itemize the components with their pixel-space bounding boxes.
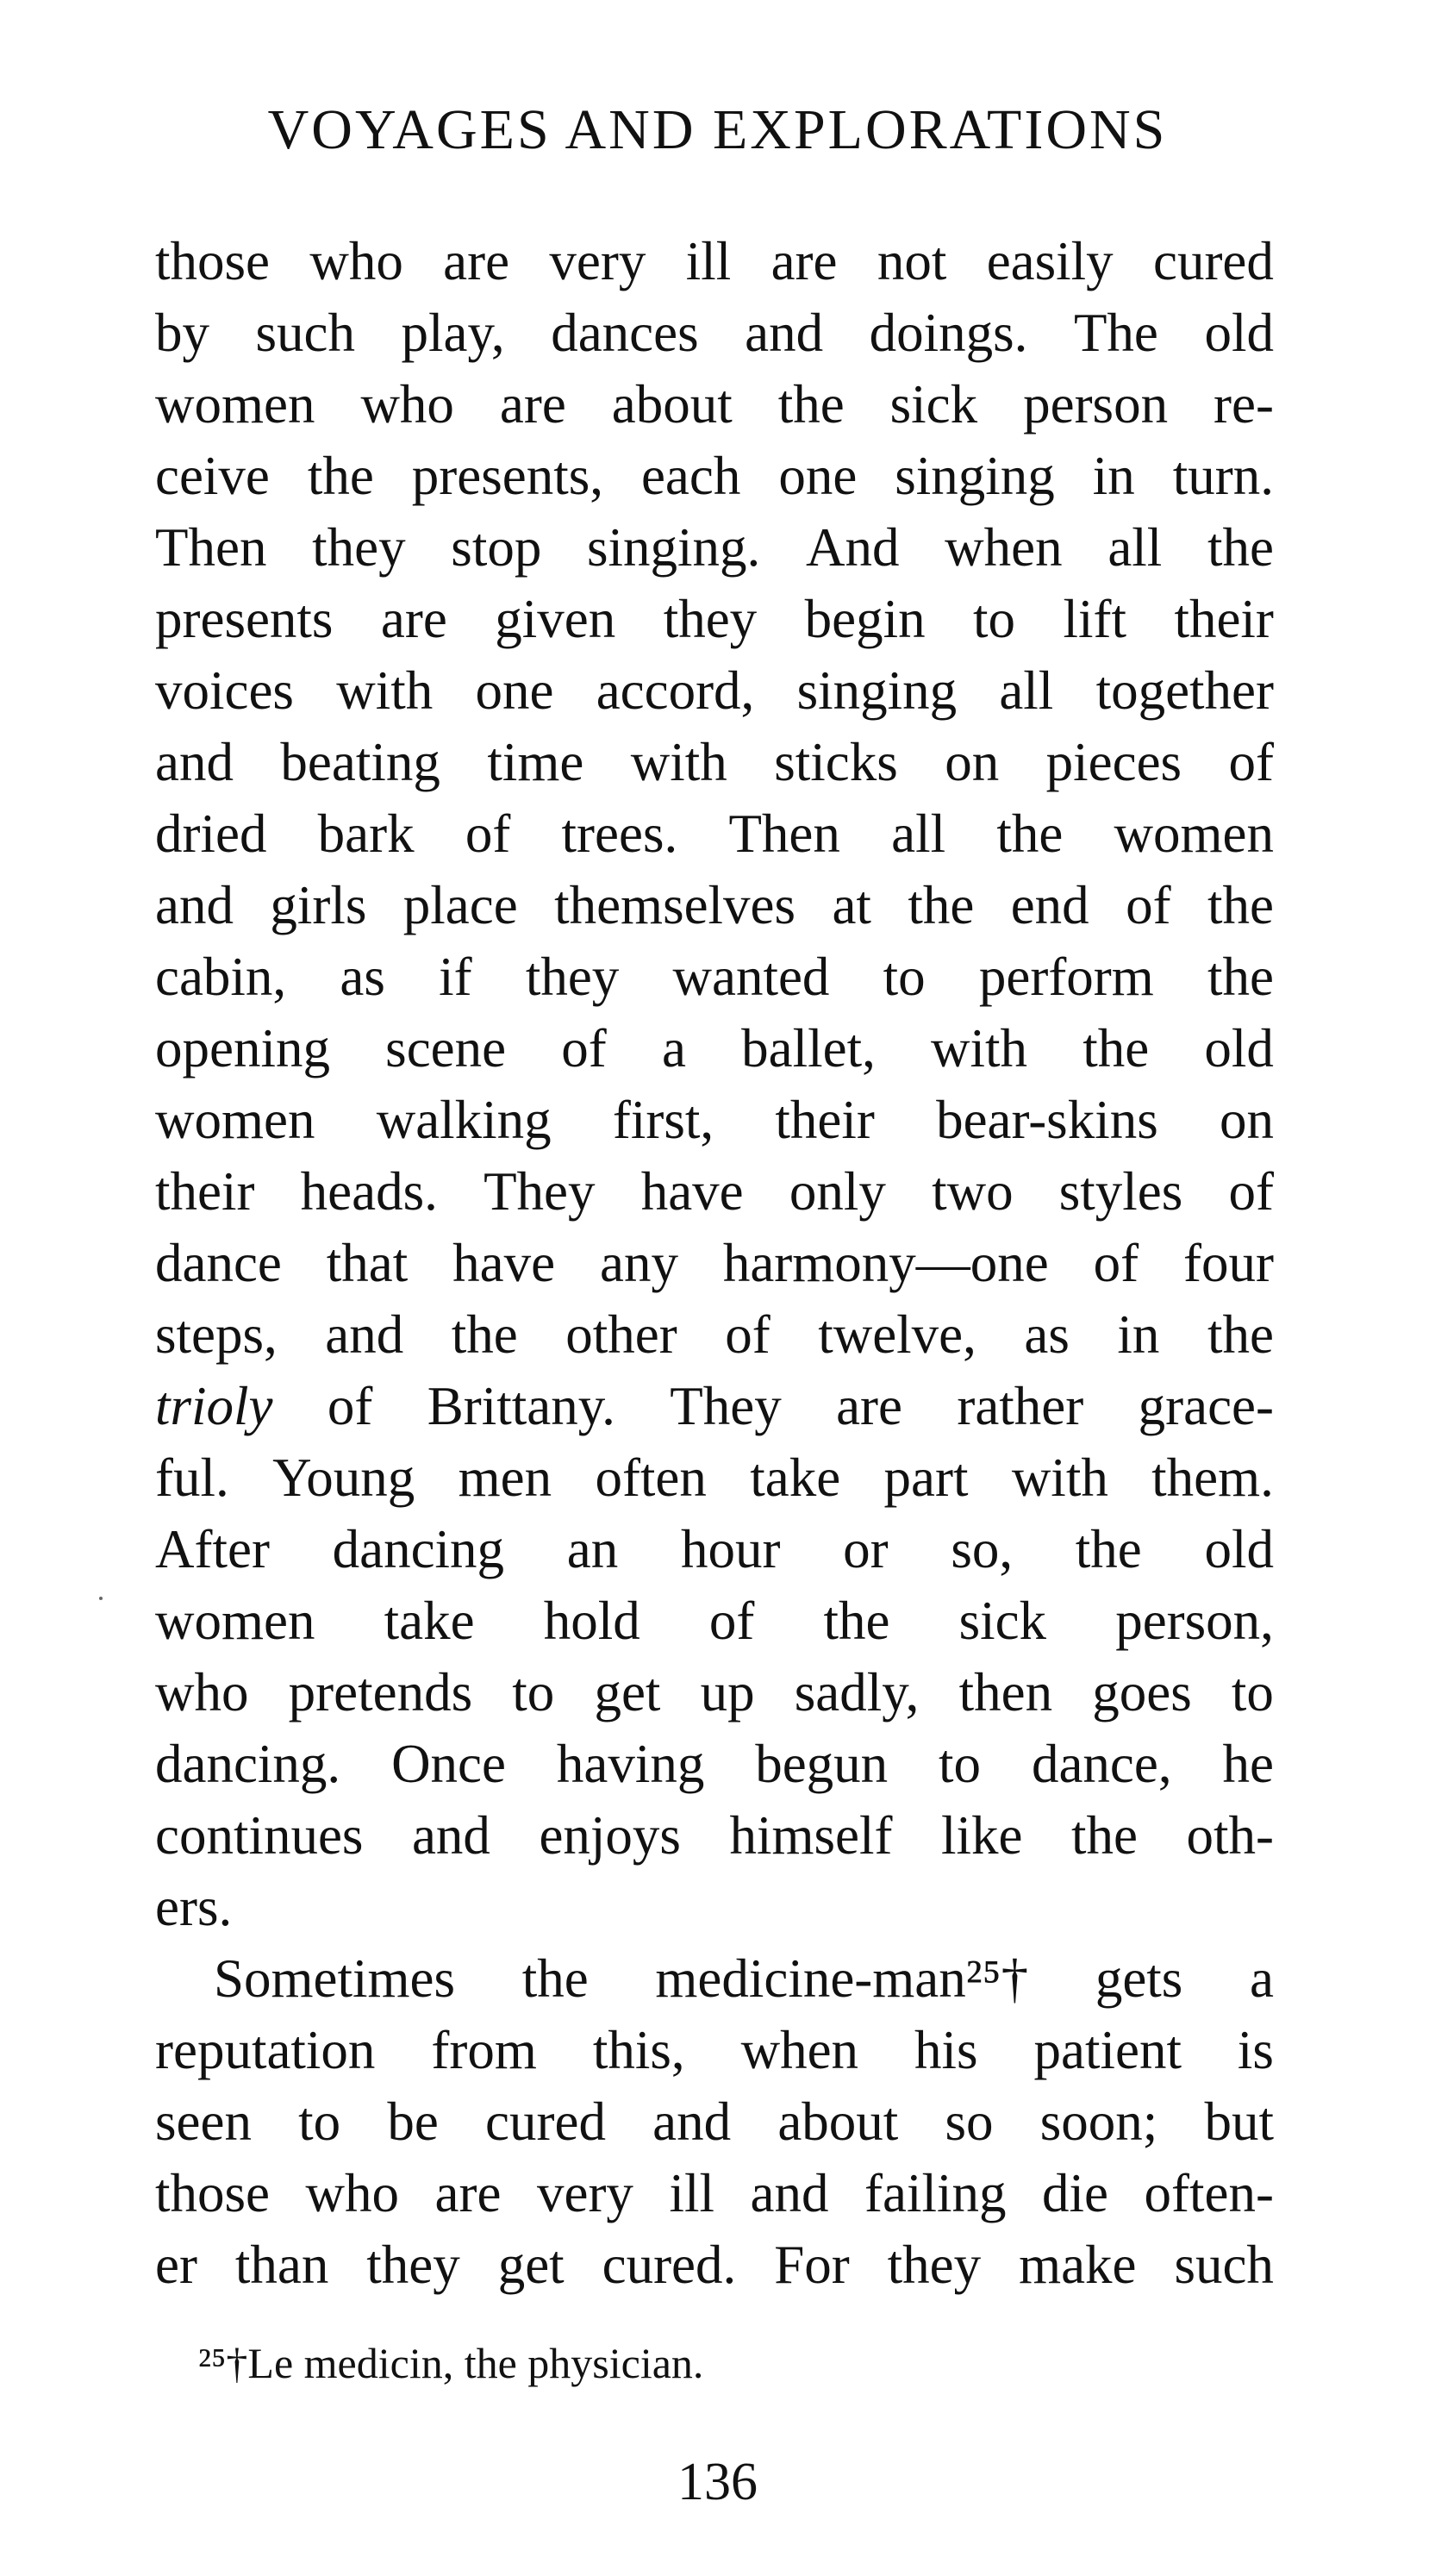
word: a (661, 1018, 686, 1079)
word: make (1019, 2235, 1137, 2295)
word: all (891, 803, 946, 864)
word: Once (391, 1734, 506, 1794)
word: cured. (602, 2235, 737, 2295)
word: on (945, 732, 1000, 792)
word: are (836, 1376, 902, 1436)
word: in (1092, 446, 1135, 506)
word: women (155, 1090, 315, 1150)
word: steps, (155, 1304, 278, 1365)
text-line (155, 1371, 1274, 1442)
word: begun (755, 1734, 889, 1794)
word: and (155, 732, 234, 792)
word: the (307, 446, 374, 506)
word: such (1174, 2235, 1274, 2295)
word: styles (1058, 1161, 1183, 1222)
word: the (1207, 1304, 1274, 1365)
word: or (843, 1519, 889, 1579)
word: the (521, 1948, 589, 2009)
word: often- (1144, 2163, 1274, 2223)
text-line (155, 297, 1274, 369)
word: very (549, 231, 646, 291)
text-line (155, 1514, 1274, 1585)
footnote: ²⁵†Le medicin, the physician. (198, 2339, 704, 2387)
word: any (599, 1233, 678, 1293)
word: enjoys (539, 1805, 681, 1866)
word: beating (280, 732, 440, 792)
word: ballet, (741, 1018, 876, 1079)
word: sick (889, 374, 978, 435)
word: And (805, 517, 900, 578)
word: For (774, 2235, 850, 2295)
word: are (443, 231, 510, 291)
word: with (931, 1018, 1028, 1079)
word: are (499, 374, 566, 435)
word: opening (155, 1018, 330, 1079)
word: of (708, 1591, 755, 1651)
word: often (595, 1447, 707, 1508)
word: they (525, 947, 620, 1007)
word: the (777, 374, 845, 435)
word: old (1204, 303, 1274, 363)
word: dancing (332, 1519, 505, 1579)
word: when (740, 2020, 859, 2080)
word: presents, (411, 446, 603, 506)
word: of (1228, 732, 1274, 792)
word: about (611, 374, 733, 435)
word: twelve, (818, 1304, 976, 1365)
word: bark (317, 803, 415, 864)
word: the (1075, 1519, 1142, 1579)
word: who (305, 2163, 400, 2223)
word: an (566, 1519, 619, 1579)
word: of (725, 1304, 771, 1365)
word: medicine-man²⁵† (655, 1948, 1029, 2009)
word: soon; (1039, 2091, 1158, 2152)
word: cabin, (155, 947, 287, 1007)
text-line (155, 2015, 1274, 2086)
word: and (745, 303, 824, 363)
word: to (298, 2091, 341, 2152)
word: wanted (672, 947, 830, 1007)
word: dried (155, 803, 267, 864)
word: who (309, 231, 403, 291)
word: singing. (587, 517, 761, 578)
word: they (663, 589, 758, 649)
text-line (155, 584, 1274, 655)
word: Then (155, 517, 267, 578)
word: the (451, 1304, 518, 1365)
word: with (630, 732, 727, 792)
word: four (1183, 1233, 1274, 1293)
word: oth- (1186, 1805, 1274, 1866)
word: ful. (155, 1447, 229, 1508)
word: the (1070, 1805, 1138, 1866)
word: one (475, 660, 554, 721)
word: with (336, 660, 434, 721)
word: lift (1063, 589, 1126, 649)
text-line (155, 1299, 1274, 1371)
word: one (778, 446, 858, 506)
word: ill (685, 231, 732, 291)
word: be (387, 2091, 439, 2152)
word: he (1222, 1734, 1274, 1794)
text-line (155, 1442, 1274, 1514)
word: trioly (155, 1376, 273, 1436)
word: together (1095, 660, 1274, 721)
word: in (1117, 1304, 1160, 1365)
word: at (832, 875, 871, 935)
text-line (155, 655, 1274, 727)
word: those (155, 231, 270, 291)
word: get (594, 1662, 661, 1723)
word: only (789, 1161, 886, 1222)
word: so, (951, 1519, 1014, 1579)
word: given (495, 589, 616, 649)
word: harmony—one (722, 1233, 1049, 1293)
word: their (775, 1090, 875, 1150)
word: hour (680, 1519, 781, 1579)
word: those (155, 2163, 270, 2223)
word: re- (1214, 374, 1274, 435)
word: walking (376, 1090, 552, 1150)
word: cured (485, 2091, 606, 2152)
word: are (771, 231, 838, 291)
word: dance (155, 1233, 282, 1293)
word: gets (1095, 1948, 1183, 2009)
text-line (155, 798, 1274, 870)
ink-speck (99, 1597, 103, 1600)
word: time (487, 732, 584, 792)
word: of (561, 1018, 607, 1079)
word: pieces (1045, 732, 1182, 792)
word: person, (1115, 1591, 1274, 1651)
word: doings. (869, 303, 1028, 363)
word: singing (895, 446, 1055, 506)
word: cured (1152, 231, 1274, 291)
word: two (932, 1161, 1014, 1222)
text-line (155, 1013, 1274, 1085)
text-line (155, 1729, 1274, 1800)
word: of (465, 803, 511, 864)
running-head: VOYAGES AND EXPLORATIONS (267, 98, 1168, 161)
word: grace- (1138, 1376, 1274, 1436)
word: all (1107, 517, 1163, 578)
word: get (497, 2235, 565, 2295)
word: the (1207, 517, 1274, 578)
word: up (700, 1662, 755, 1723)
word: of (1228, 1161, 1274, 1222)
word: Brittany. (427, 1376, 615, 1436)
word: ers. (155, 1877, 233, 1937)
word: to (1231, 1662, 1274, 1723)
word: the (1207, 875, 1274, 935)
word: but (1204, 2091, 1274, 2152)
word: to (973, 589, 1016, 649)
word: are (380, 589, 447, 649)
word: seen (155, 2091, 252, 2152)
word: After (155, 1519, 270, 1579)
word: er (155, 2235, 197, 2295)
text-line (155, 226, 1274, 297)
word: of (1093, 1233, 1139, 1293)
word: if (439, 947, 472, 1007)
word: women (155, 1591, 315, 1651)
word: presents (155, 589, 334, 649)
word: first, (612, 1090, 714, 1150)
word: having (556, 1734, 705, 1794)
word: hold (543, 1591, 640, 1651)
word: from (431, 2020, 537, 2080)
word: voices (155, 660, 294, 721)
word: the (908, 875, 975, 935)
text-line (155, 2158, 1274, 2229)
word: and (652, 2091, 732, 2152)
word: girls (270, 875, 367, 935)
word: is (1237, 2020, 1274, 2080)
word: failing (864, 2163, 1007, 2223)
word: his (914, 2020, 978, 2080)
word: women (155, 374, 315, 435)
word: They (670, 1376, 782, 1436)
body-text (155, 226, 1274, 2301)
text-line (155, 441, 1274, 512)
word: die (1042, 2163, 1108, 2223)
word: with (1011, 1447, 1108, 1508)
word: take (750, 1447, 841, 1508)
word: and (325, 1304, 404, 1365)
word: like (940, 1805, 1023, 1866)
word: end (1010, 875, 1089, 935)
word: when (945, 517, 1063, 578)
word: have (640, 1161, 744, 1222)
word: than (234, 2235, 329, 2295)
text-line (155, 1943, 1274, 2015)
page-number: 136 (677, 2453, 758, 2511)
word: heads. (300, 1161, 438, 1222)
word: they (366, 2235, 460, 2295)
word: goes (1092, 1662, 1192, 1723)
word: about (777, 2091, 899, 2152)
word: pretends (288, 1662, 473, 1723)
word: play, (401, 303, 505, 363)
word: as (1024, 1304, 1070, 1365)
word: and (411, 1805, 490, 1866)
word: ill (669, 2163, 714, 2223)
word: to (883, 947, 926, 1007)
text-line (155, 2086, 1274, 2158)
word: dances (551, 303, 699, 363)
word: and (750, 2163, 829, 2223)
word: dance, (1031, 1734, 1172, 1794)
text-line (155, 1872, 1274, 1943)
word: to (512, 1662, 555, 1723)
word: to (939, 1734, 982, 1794)
word: the (996, 803, 1064, 864)
word: sick (958, 1591, 1047, 1651)
text-line (155, 1085, 1274, 1156)
word: their (155, 1161, 255, 1222)
word: Sometimes (214, 1948, 455, 2009)
word: women (1114, 803, 1274, 864)
word: who (360, 374, 454, 435)
word: themselves (554, 875, 796, 935)
word: turn. (1172, 446, 1274, 506)
word: sticks (774, 732, 898, 792)
word: rather (957, 1376, 1084, 1436)
word: they (887, 2235, 982, 2295)
word: sadly, (794, 1662, 920, 1723)
word: trees. (561, 803, 678, 864)
word: their (1174, 589, 1274, 649)
word: they (312, 517, 406, 578)
word: each (640, 446, 741, 506)
word: ceive (155, 446, 270, 506)
word: place (402, 875, 518, 935)
word: continues (155, 1805, 364, 1866)
word: then (958, 1662, 1053, 1723)
word: stop (451, 517, 542, 578)
text-line (155, 1228, 1274, 1299)
word: old (1204, 1018, 1274, 1079)
word: as (340, 947, 385, 1007)
word: very (536, 2163, 633, 2223)
text-line (155, 512, 1274, 584)
text-line (155, 1585, 1274, 1657)
word: bear-skins (936, 1090, 1158, 1150)
word: person (1023, 374, 1169, 435)
word: scene (385, 1018, 507, 1079)
word: this, (592, 2020, 685, 2080)
word: of (327, 1376, 373, 1436)
text-line (155, 1156, 1274, 1228)
word: easily (986, 231, 1114, 291)
word: on (1219, 1090, 1274, 1150)
word: have (452, 1233, 556, 1293)
word: reputation (155, 2020, 376, 2080)
text-line (155, 2229, 1274, 2301)
word: take (384, 1591, 475, 1651)
word: them. (1151, 1447, 1274, 1508)
text-line (155, 1657, 1274, 1729)
text-line (155, 727, 1274, 798)
text-line (155, 941, 1274, 1013)
word: patient (1033, 2020, 1182, 2080)
word: the (1207, 947, 1274, 1007)
word: perform (978, 947, 1154, 1007)
word: are (434, 2163, 502, 2223)
word: men (458, 1447, 552, 1508)
word: a (1250, 1948, 1274, 2009)
word: such (255, 303, 356, 363)
word: himself (729, 1805, 893, 1866)
word: so (945, 2091, 994, 2152)
text-line (155, 1800, 1274, 1872)
word: other (565, 1304, 677, 1365)
word: accord, (596, 660, 755, 721)
word: the (1082, 1018, 1150, 1079)
word: They (484, 1161, 596, 1222)
word: Then (728, 803, 840, 864)
word: by (155, 303, 209, 363)
word: who (155, 1662, 249, 1723)
word: that (326, 1233, 409, 1293)
text-line (155, 369, 1274, 441)
word: not (877, 231, 947, 291)
word: and (155, 875, 234, 935)
word: all (999, 660, 1054, 721)
word: dancing. (155, 1734, 341, 1794)
word: old (1204, 1519, 1274, 1579)
word: of (1126, 875, 1171, 935)
text-line (155, 870, 1274, 941)
word: part (883, 1447, 969, 1508)
word: begin (804, 589, 926, 649)
word: Young (272, 1447, 415, 1508)
word: singing (796, 660, 958, 721)
word: The (1073, 303, 1158, 363)
word: the (823, 1591, 890, 1651)
